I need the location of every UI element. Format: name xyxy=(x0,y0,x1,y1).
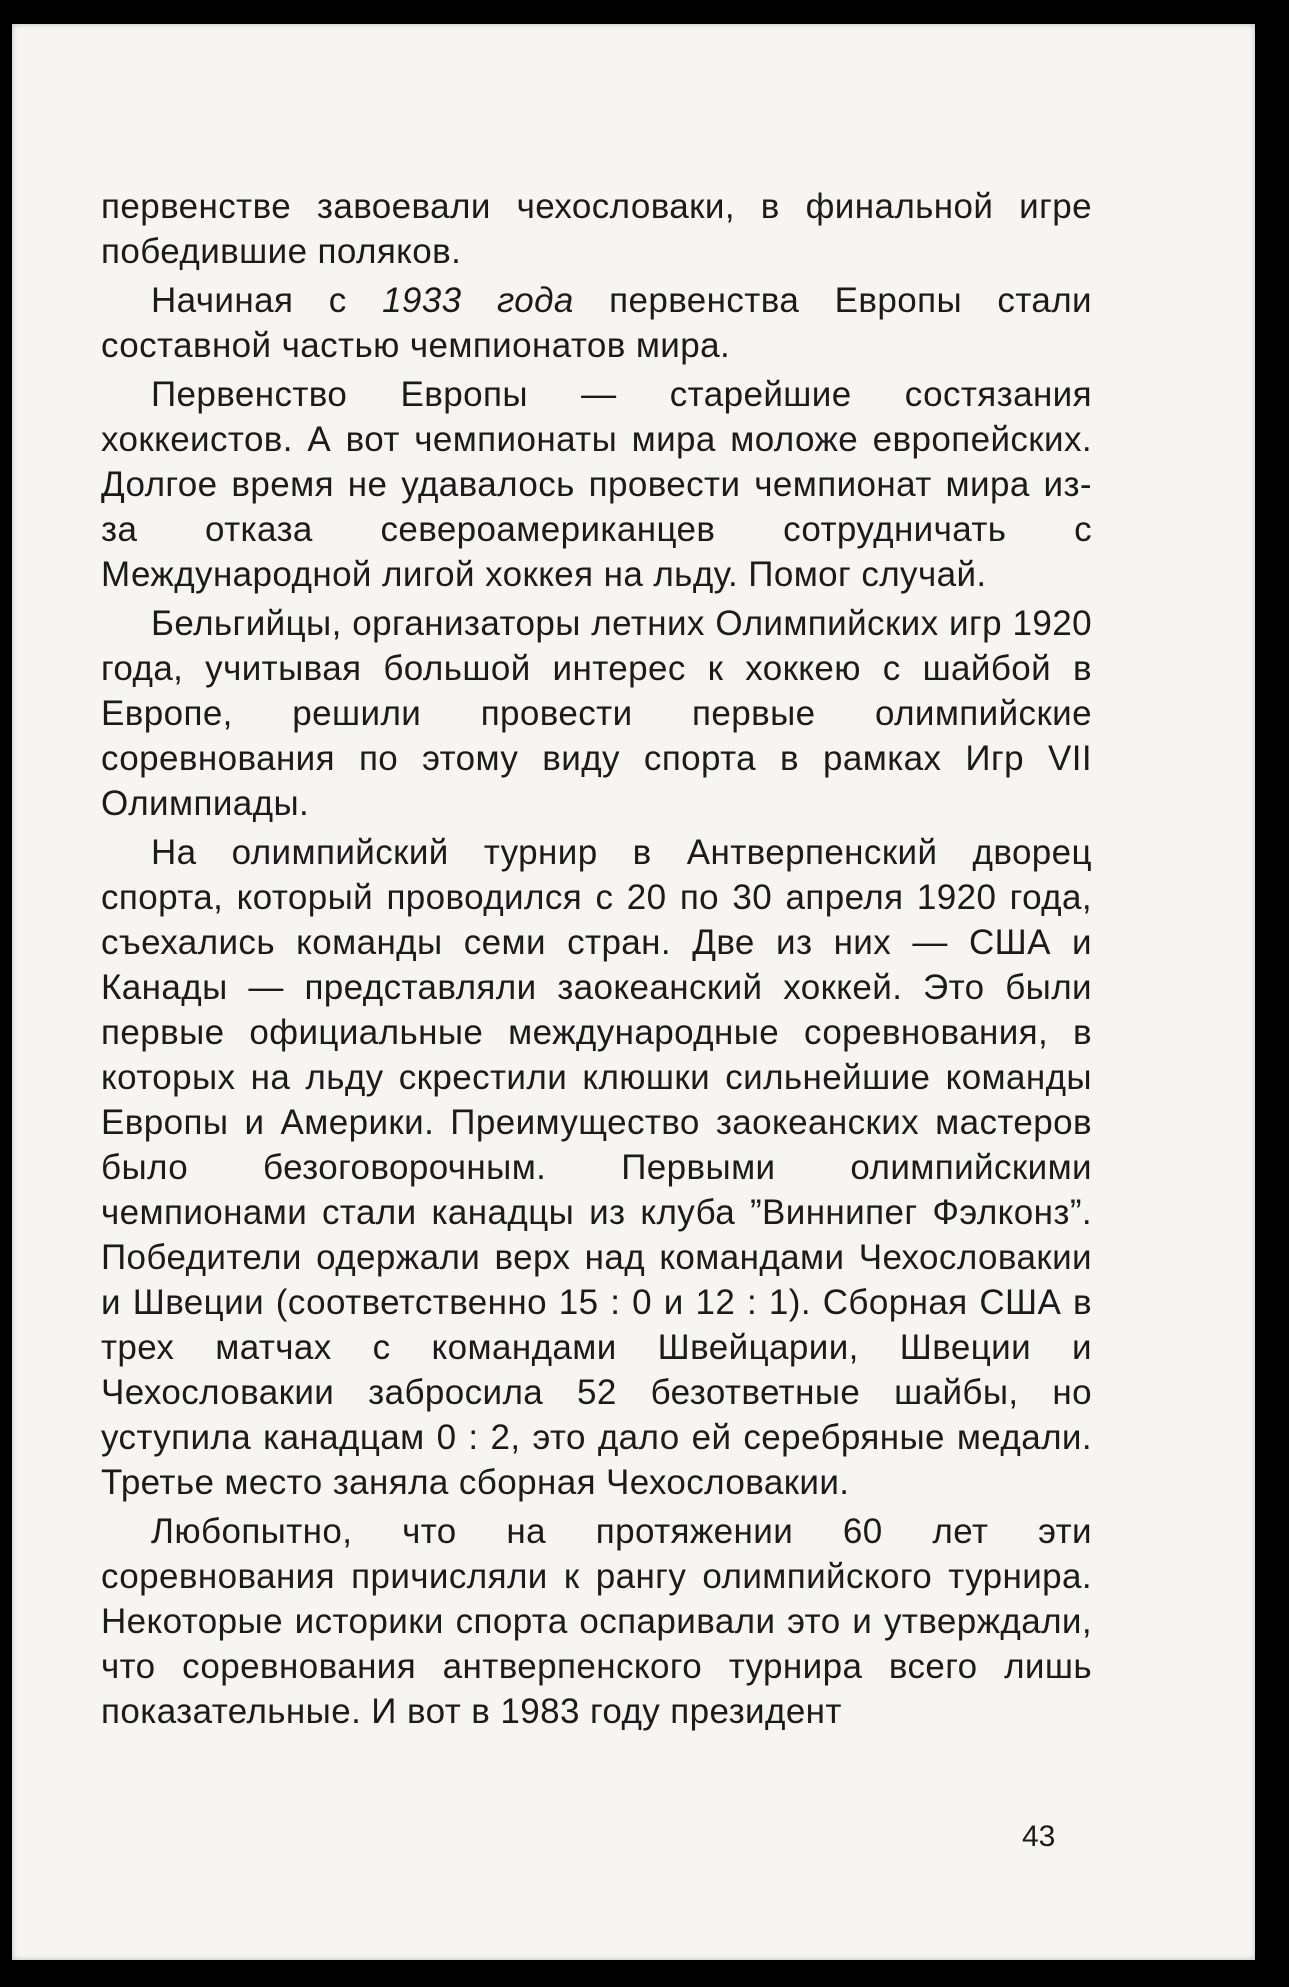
body-text xyxy=(101,184,1092,1738)
paragraph-2-lead: Начиная с xyxy=(151,281,383,320)
paragraph-3: Первенство Европы — старейшие состязания хоккеистов. А вот чемпионаты мира моложе европейских. Долгое время не удавалось провести чемпионат мира из-за отказа североамериканцев сотрудничать с Международной лигой хоккея на льду. Помог случай. xyxy=(101,375,1092,594)
paragraph-2 xyxy=(101,278,1092,368)
paragraph-2-italic-year: 1933 года xyxy=(382,281,574,320)
paragraph-4: Бельгийцы, организаторы летних Олимпийских игр 1920 года, учитывая большой интерес к хоккею с шайбой в Европе, решили провести первые олимпийские соревнования по этому виду спорта в рамках Игр VII Олимпиады. xyxy=(101,604,1092,823)
paragraph-6: Любопытно, что на протяжении 60 лет эти соревнования причисляли к рангу олимпийского турнира. Некоторые историки спорта оспаривали это и утверждали, что соревнования антверпенского турнира всего лишь показательные. И вот в 1983 году президент xyxy=(101,1512,1092,1731)
book-page xyxy=(12,24,1255,1960)
paragraph-5: На олимпийский турнир в Антверпенский дворец спорта, который проводился с 20 по 30 апреля 1920 года, съехались команды семи стран. Две из них — США и Канады — представляли заокеанский хоккей. Это были первые официальные международные соревнования, в которых на льду скрестили клюшки сильнейшие команды Европы и Америки. Преимущество заокеанских мастеров было безоговорочным. Первыми олимпийскими чемпионами стали канадцы из клуба ”Виннипег Фэлконз”. Победители одержали верх над командами Чехословакии и Швеции (соответственно 15 : 0 и 12 : 1). Сборная США в трех матчах с командами Швейцарии, Швеции и Чехословакии забросила 52 безответные шайбы, но уступила канадцам 0 : 2, это дало ей серебряные медали. Третье место заняла сборная Чехословакии. xyxy=(101,833,1092,1502)
paragraph-2-rest: первенства Европы стали составной частью чемпионатов мира. xyxy=(101,281,1093,365)
page-number: 43 xyxy=(1022,1820,1056,1853)
paragraph-1: первенстве завоевали чехословаки, в финальной игре победившие поляков. xyxy=(101,187,1092,271)
